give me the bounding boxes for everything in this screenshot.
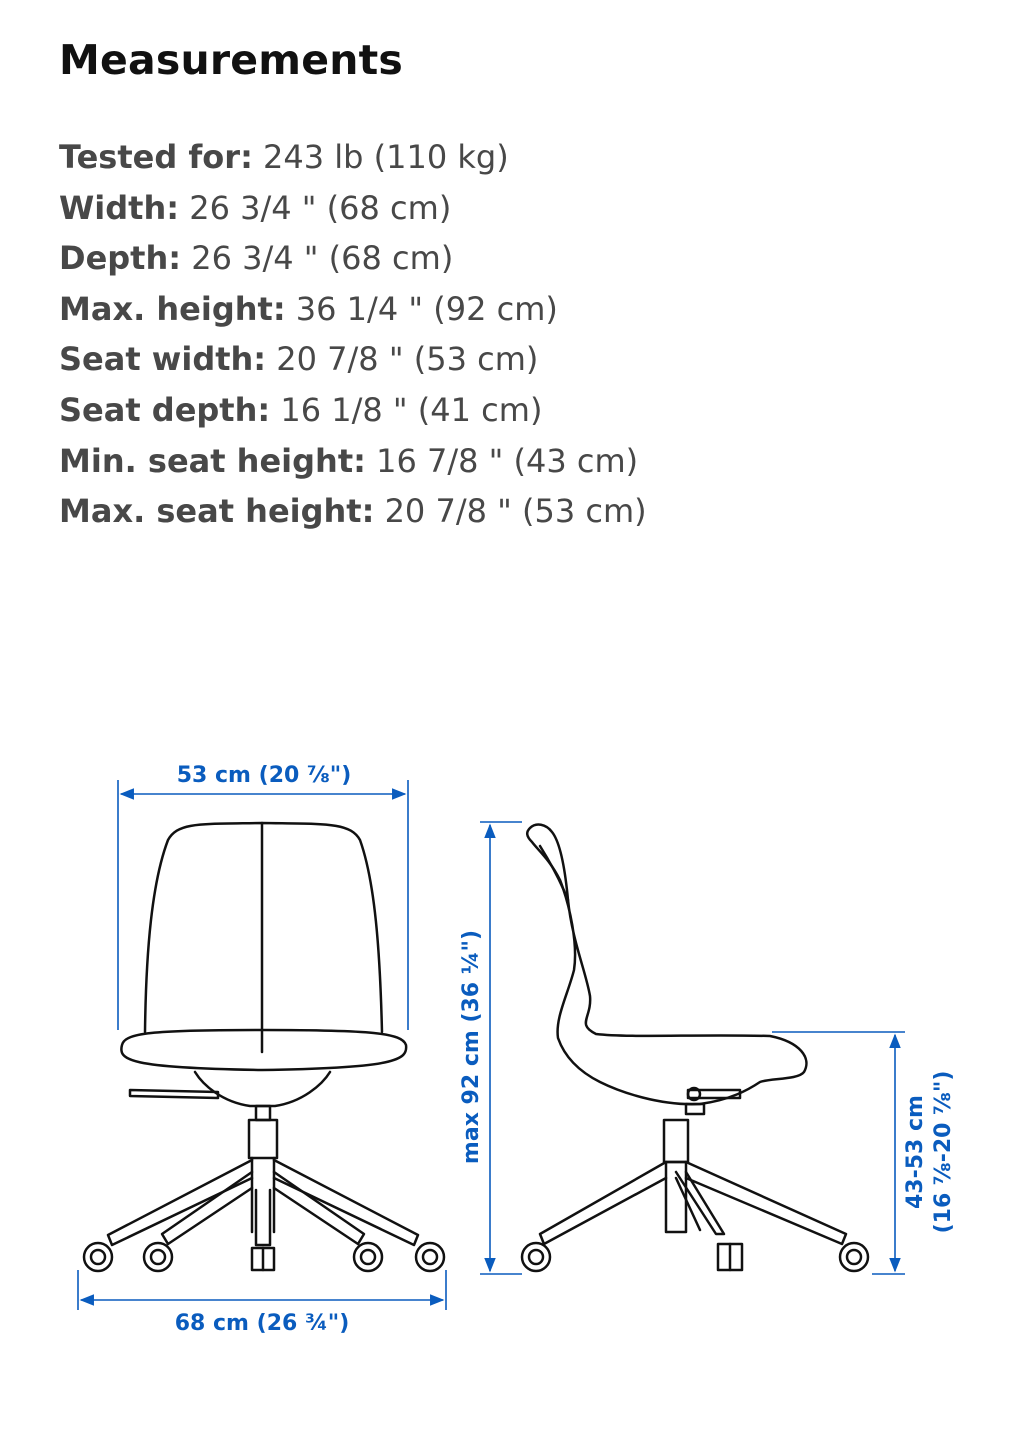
measurement-label: Seat width: (59, 340, 267, 379)
measurement-label: Seat depth: (59, 390, 271, 429)
seat-height-dimension-label: 43-53 cm (903, 1095, 928, 1209)
base-width-dimension-label: 68 cm (26 ¾") (174, 1311, 350, 1336)
measurement-max-height (59, 284, 647, 335)
measurement-value: 243 lb (110 kg) (263, 138, 509, 176)
side-view-dimensions (480, 822, 905, 1274)
measurement-label: Max. height: (59, 289, 286, 328)
measurement-value: 26 3/4 " (68 cm) (191, 239, 454, 278)
measurement-value: 26 3/4 " (68 cm) (189, 188, 452, 227)
measurement-width (59, 183, 647, 234)
measurement-label: Max. seat height: (59, 492, 375, 531)
measurement-value: 20 7/8 " (53 cm) (276, 340, 539, 379)
measurement-max-seat-height (59, 486, 647, 537)
measurement-seat-width (59, 334, 647, 385)
measurement-tested-for (59, 132, 647, 183)
measurement-value: 20 7/8 " (53 cm) (384, 492, 647, 531)
seat-width-dimension-label: 53 cm (20 ⅞") (176, 763, 352, 788)
page-title: Measurements (59, 36, 404, 84)
measurement-min-seat-height (59, 436, 647, 487)
chair-dimension-diagram (0, 700, 1034, 1380)
measurement-value: 36 1/4 " (92 cm) (295, 289, 558, 328)
measurement-label: Min. seat height: (59, 441, 366, 480)
measurement-value: 16 1/8 " (41 cm) (280, 390, 543, 429)
measurement-label: Width: (59, 188, 180, 227)
measurement-label: Depth: (59, 239, 182, 278)
side-view-chair (522, 825, 868, 1271)
measurement-seat-depth (59, 385, 647, 436)
measurements-list (59, 132, 647, 537)
measurement-depth (59, 233, 647, 284)
max-height-dimension-label: max 92 cm (36 ¼") (459, 929, 484, 1165)
seat-height-dimension-label-imperial: (16 ⅞-20 ⅞") (931, 1070, 956, 1234)
front-view-chair (84, 823, 444, 1271)
measurement-value: 16 7/8 " (43 cm) (376, 441, 639, 480)
measurement-label: Tested for: (59, 138, 253, 176)
